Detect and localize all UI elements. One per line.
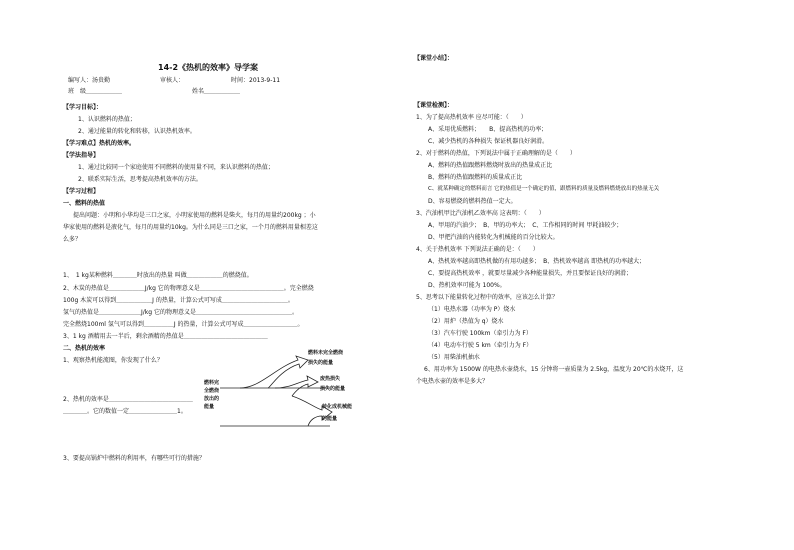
- observe-question: 1、观察热机能流图，你发现了什么？: [63, 357, 163, 364]
- test-question: 2、对于燃料的热值，下列说法中属于正确理解的是（ ）: [416, 150, 576, 157]
- section-heading-efficiency: 二、热机的效率: [63, 345, 106, 352]
- summary-heading: 【课堂小结】：: [414, 55, 454, 62]
- test-heading: 【课堂检测】：: [414, 102, 454, 109]
- question-intro: 提出问题：小明和小华均是三口之家，小明家使用的燃料是柴火，每月的用量约200kg ；小: [73, 212, 316, 219]
- diagram-useful-label: 转化成机械能: [322, 404, 353, 410]
- energy-flow-diagram: [180, 340, 370, 440]
- fill-blank: 2、木炭的热值是＿＿＿＿＿＿J/kg 它的物理意义是＿＿＿＿＿＿＿＿＿＿＿＿＿＿。完全燃烧: [63, 285, 314, 292]
- difficulty-heading: 【学习难点】热机的效率。: [63, 140, 136, 147]
- efficiency-question: ＿＿＿＿。它的数值一定＿＿＿＿＿＿＿＿1。: [63, 408, 187, 415]
- fill-blank: 氢气的热值是＿＿＿＿＿＿＿J/kg 它的物理意义是＿＿＿＿＿＿＿＿＿＿＿＿＿＿＿＿。: [63, 309, 298, 316]
- test-subitem: （5）用柴油机抽水: [428, 354, 480, 361]
- test-subitem: （1）电热水器（功率为 P）烧水: [428, 306, 516, 313]
- diagram-useful-label: 的能量: [322, 416, 338, 422]
- date-label: 时间：2013-9-11: [231, 77, 281, 84]
- goals-heading: 【学习目标】：: [63, 104, 103, 111]
- guide-item: 2、联系实际生活，思考提高热机效率的方法。: [78, 176, 202, 183]
- fill-blank: 100g 木炭可以得到＿＿＿＿＿＿J 的热量，计算公式可写成＿＿＿＿＿＿＿＿＿＿＿。: [63, 297, 294, 304]
- test-option: D、容易燃烧的燃料热值一定大。: [428, 198, 517, 205]
- goal-item: 2、通过能量的转化和转移，认识热机效率。: [78, 128, 196, 135]
- question-intro: 么多？: [63, 236, 82, 243]
- test-option: D、甲把汽油的内能转化为机械能的百分比较大。: [428, 234, 559, 241]
- page-title: 14-2《热机的效率》导学案: [158, 63, 259, 72]
- fill-blank: 完全燃烧100ml 氢气可以得到＿＿＿＿＿J 的热量，计算公式可写成＿＿＿＿＿＿＿＿＿。: [63, 321, 304, 328]
- diagram-loss-label: 废热损失: [320, 376, 341, 382]
- guide-item: 1、通过比较同一个家庭使用不同燃料的使用量不同，来认识燃料的热值；: [78, 164, 274, 171]
- test-question: 6、用功率为 1500W 的电热水壶烧水，15 分钟将一壶质量为 2.5kg，温度为 20℃的水烧开，这: [424, 366, 684, 373]
- test-subitem: （4）电动车行驶 5 km（牵引力为 F）: [428, 342, 533, 349]
- diagram-loss-label: 损失的能量: [308, 360, 334, 366]
- diagram-source-label: 能量: [204, 404, 215, 410]
- test-question: 5、思考以下能量转化过程中的效率，应该怎么计算？: [416, 294, 558, 301]
- diagram-source-label: 放出的: [204, 396, 220, 402]
- question-intro: 华家使用的燃料是液化气，每月的用量约10kg。为什么同是三口之家，一个月的燃料用量相差这: [63, 224, 318, 231]
- reviewer-label: 审核人：: [160, 77, 185, 84]
- boiler-question: 3、要提高锅炉中燃料的利用率，有哪些可行的措施？: [63, 455, 205, 462]
- test-option: A、燃料的热值跟燃料燃烧时放出的热量成正比: [428, 162, 553, 169]
- test-option: C、要提高热机效率 ，就要尽量减少各种能量损失，并且要保证良好的润滑；: [428, 270, 633, 277]
- flow-arrows: [220, 356, 332, 426]
- test-question: 1、为了提高热机效率 应尽可能：（ ）: [416, 114, 527, 121]
- test-option: C、减少热机的各种损失 保证机器良好润滑。: [428, 138, 549, 145]
- test-option: A、热机效率越高即热机做的有用功越多； B、热机效率越高 即热机的功率越大；: [428, 258, 646, 265]
- test-option: B、燃料的热值跟燃料的质量成正比: [428, 174, 523, 181]
- process-heading: 【学习过程】: [63, 188, 100, 195]
- test-option: C、就某种确定的燃料而言 它的热值是一个确定的值，跟燃料的质量及燃料燃烧放出的热量无关: [428, 186, 660, 192]
- test-option: A、甲用的汽油少； B、甲的功率大； C、工作相同的时间 甲耗油较少；: [428, 222, 623, 229]
- section-heading-fuel-value: 一、燃料的热值: [63, 200, 106, 207]
- class-field: 班 级＿＿＿＿＿＿: [68, 88, 123, 95]
- test-question: 4、关于热机效率 下列说法正确的是：（ ）: [416, 246, 539, 253]
- diagram-source-label: 燃料完: [204, 380, 220, 386]
- test-subitem: （3）汽车行驶 100km（牵引力为 F）: [428, 330, 532, 337]
- author-label: 编写人：汤贵勤: [68, 77, 111, 84]
- goal-item: 1、认识燃料的热值；: [78, 116, 136, 123]
- fill-blank: 1、 1 kg某种燃料＿＿＿＿时放出的热量 叫做＿＿＿＿＿＿的燃烧值。: [63, 272, 253, 279]
- guide-heading: 【学法指导】: [63, 152, 100, 159]
- diagram-loss-label: 损失的能量: [320, 386, 346, 392]
- efficiency-question: 2、热机的效率是＿＿＿＿＿＿＿＿＿＿＿＿＿＿: [63, 396, 193, 403]
- fill-blank: 3、1 kg 酒精用去一半后，剩余酒精的热值是＿＿＿＿＿＿＿＿＿＿＿＿＿＿: [63, 333, 268, 340]
- flow-branch-waste-heat: [275, 376, 318, 396]
- test-option: D、热机效率可能为 100%。: [428, 282, 506, 289]
- test-question: 个电热水壶的效率是多大？: [416, 378, 489, 385]
- diagram-loss-label: 燃料未完全燃烧: [308, 350, 344, 356]
- name-field: 姓名＿＿＿＿＿＿: [192, 88, 241, 95]
- test-question: 3、汽油机甲比汽油机乙效率高 这表明：（ ）: [416, 210, 545, 217]
- test-option: A、采用优质燃料； B、提高热机的功率；: [428, 126, 548, 133]
- test-subitem: （2）用炉（热值为 q）烧水: [428, 318, 504, 325]
- diagram-source-label: 全燃烧: [204, 388, 220, 394]
